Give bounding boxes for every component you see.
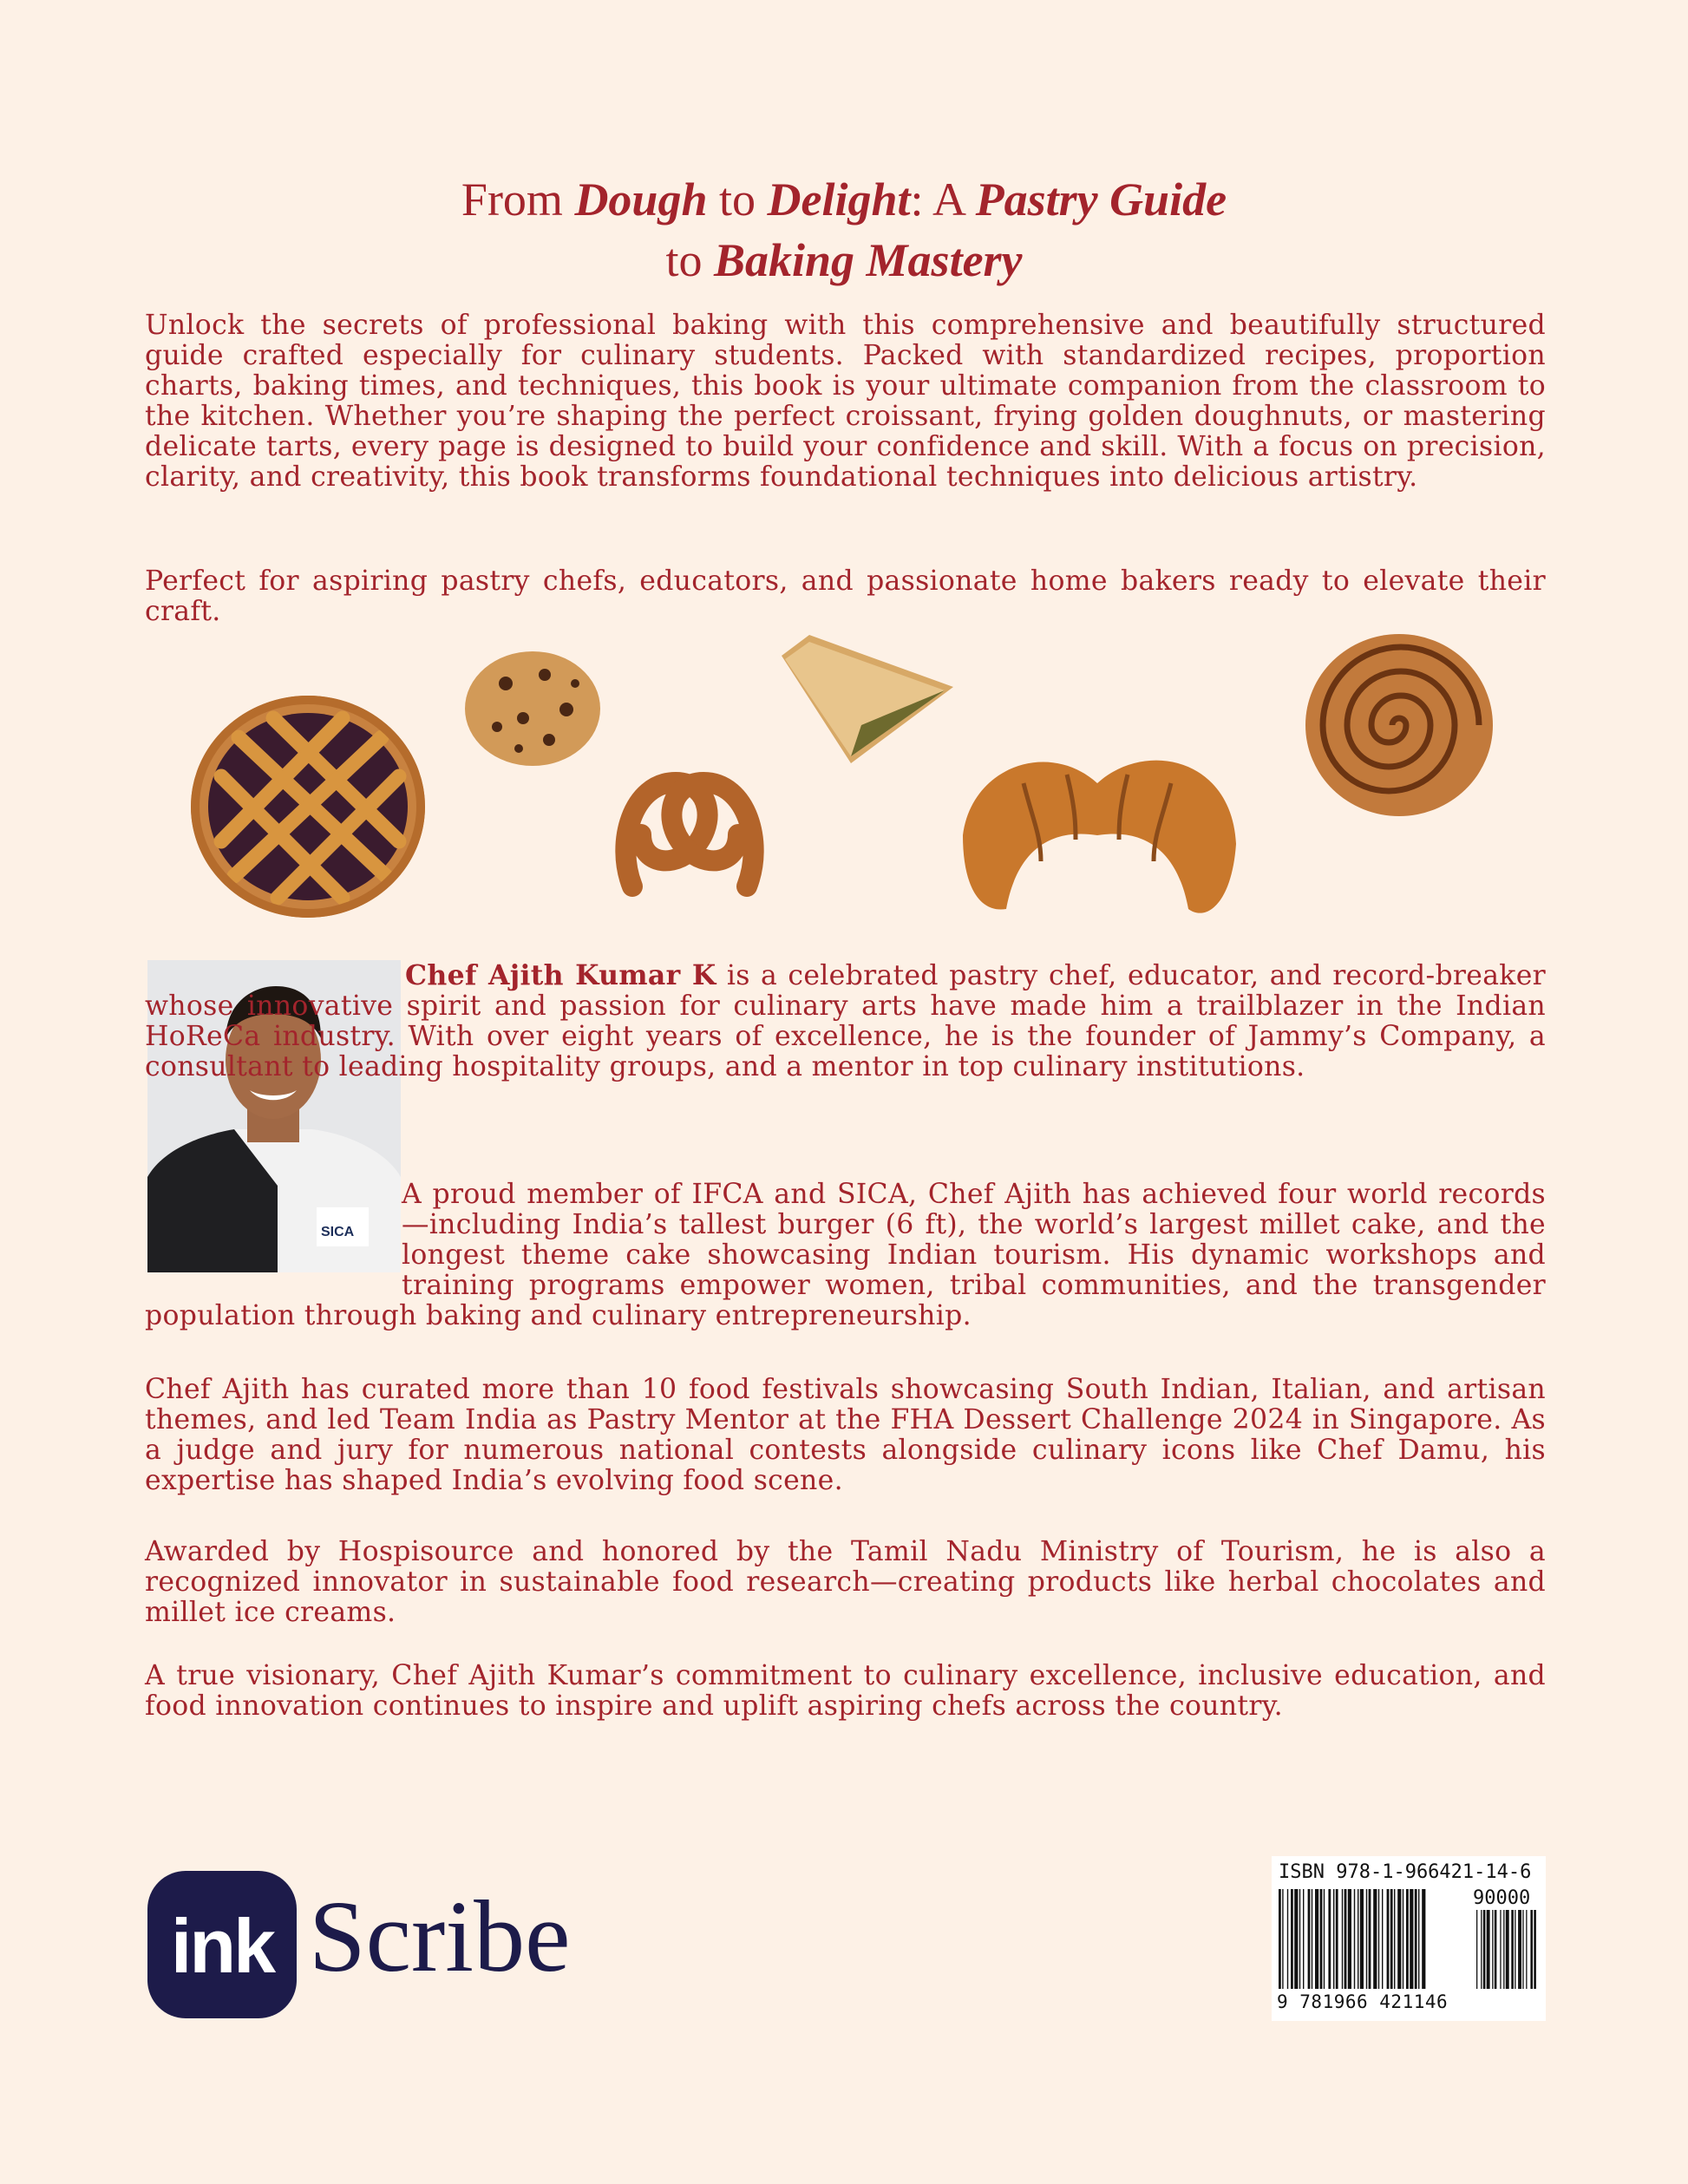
addon-bar: [1526, 1910, 1527, 1989]
bio-paragraph-3: Chef Ajith has curated more than 10 food festivals showcasing South Indian, Italian, and artisan themes, and led Team India as Pastry Mentor at the FHA Dessert Challenge 2024 in Singapore. As a judge and jury for numerous national contests alongside culinary icons like Chef Damu, his expertise has shaped India’s evolving food scene.: [145, 1374, 1546, 1496]
barcode-bar: [1387, 1889, 1390, 1989]
title-text: : A: [910, 173, 976, 226]
cookie-icon: [462, 649, 603, 768]
addon-bar: [1506, 1910, 1509, 1989]
addon-bar: [1495, 1910, 1497, 1989]
barcode-bar: [1294, 1889, 1298, 1989]
barcode-bar: [1348, 1889, 1351, 1989]
addon-bar: [1500, 1910, 1501, 1989]
barcode-bar: [1308, 1889, 1311, 1989]
title-emphasis: Dough: [574, 173, 708, 226]
title-emphasis: Pastry Guide: [975, 173, 1227, 226]
barcode-bar: [1320, 1889, 1323, 1989]
pie-icon: [182, 677, 434, 928]
barcode-bar: [1415, 1889, 1417, 1989]
isbn-addon: 90000: [1473, 1887, 1531, 1909]
barcode-bar: [1394, 1889, 1395, 1989]
barcode-bar: [1373, 1889, 1377, 1989]
addon-bar: [1483, 1910, 1486, 1989]
barcode-bar: [1422, 1889, 1425, 1989]
intro-paragraph-2: Perfect for aspiring pastry chefs, educators, and passionate home bakers ready to elevate their craft.: [145, 566, 1546, 627]
barcode-bar: [1303, 1889, 1304, 1989]
barcode-bar: [1279, 1889, 1281, 1989]
barcode-bar: [1418, 1889, 1419, 1989]
isbn-digits: 9 781966 421146: [1277, 1991, 1449, 2012]
addon-bar: [1511, 1910, 1514, 1989]
title-text: to: [665, 234, 714, 286]
barcode-bar: [1397, 1889, 1401, 1989]
addon-bar: [1476, 1910, 1477, 1989]
barcode-bar: [1287, 1889, 1288, 1989]
barcode-bar: [1299, 1889, 1300, 1989]
barcode-bar: [1354, 1889, 1355, 1989]
barcode-bar: [1369, 1889, 1371, 1989]
barcode-bar: [1406, 1889, 1409, 1989]
intro-paragraph-1: Unlock the secrets of professional baking with this comprehensive and beautifully structured guide crafted especially for culinary students. Packed with standardized recipes, proportion charts, baking times, and techniques, this book is your ultimate companion from the classroom to the kitchen. Whether you’re shaping the perfect croissant, frying golden doughnuts, or mastering delicate tarts, every page is designed to build your confidence and skill. With a focus on precision, clarity, and creativity, this book transforms foundational techniques into delicious artistry.: [145, 310, 1546, 493]
pastry-triangle-icon: [775, 630, 960, 768]
addon-bar: [1503, 1910, 1504, 1989]
barcode-bar: [1360, 1889, 1364, 1989]
barcode-bar: [1410, 1889, 1413, 1989]
barcode-bar: [1324, 1889, 1325, 1989]
bio-paragraph-2: A proud member of IFCA and SICA, Chef Ajith has achieved four world records—including India’s tallest burger (6 ft), the world’s largest millet cake, and the longest theme cake showcasing Indian tourism. His dynamic workshops and training programs empower women, tribal communities, and the transgender population through baking and culinary entrepreneurship.: [145, 1179, 1546, 1331]
addon-bar: [1481, 1910, 1482, 1989]
barcode-bar: [1333, 1889, 1334, 1989]
barcode-bar: [1282, 1889, 1283, 1989]
title-emphasis: Baking Mastery: [713, 234, 1023, 286]
addon-bar: [1492, 1910, 1493, 1989]
barcode-bar: [1328, 1889, 1331, 1989]
addon-bar: [1534, 1910, 1536, 1989]
barcode-bar: [1378, 1889, 1379, 1989]
title-line-1: [0, 169, 1688, 230]
addon-bar: [1518, 1910, 1521, 1989]
title-text: to: [707, 173, 768, 226]
photo-spacer: [145, 1180, 402, 1273]
isbn-label: ISBN 978-1-966421-14-6: [1279, 1861, 1532, 1883]
title-text: From: [461, 173, 575, 226]
jacket-badge-text: SICA: [321, 1225, 355, 1239]
inkscribe-logo-badge: [147, 1871, 297, 2018]
bio-paragraph-1: [145, 960, 1546, 1082]
pretzel-icon: [606, 756, 773, 904]
addon-bar: [1487, 1910, 1490, 1989]
title-line-2: [0, 230, 1688, 291]
barcode-bar: [1342, 1889, 1343, 1989]
chef-name: Chef Ajith Kumar K: [405, 959, 716, 991]
barcode-bar: [1345, 1889, 1347, 1989]
barcode-bar: [1390, 1889, 1393, 1989]
title-emphasis: Delight: [767, 173, 911, 226]
croissant-icon: [945, 731, 1249, 927]
barcode-bar: [1291, 1889, 1293, 1989]
barcode-icon: [1279, 1889, 1539, 1993]
bio-paragraph-2-wrap: [145, 1180, 1546, 1331]
logo-wordmark: Scribe: [309, 1880, 571, 1993]
bio-paragraph-1-text: is a celebrated pastry chef, educator, and record-breaker whose innovative spirit and passion for culinary arts have made him a trailblazer in the Indian HoReCa industry. With over eight years of excellence, he is the founder of Jammy’s Company, a consultant to leading hospitality groups, and a mentor in top culinary institutions.: [145, 960, 1546, 1082]
barcode-bar: [1315, 1889, 1318, 1989]
bio-paragraph-4: Awarded by Hospisource and honored by the Tamil Nadu Ministry of Tourism, he is also a recognized innovator in sustainable food research—creating products like herbal chocolates and millet ice creams.: [145, 1536, 1546, 1628]
isbn-barcode: [1272, 1856, 1546, 2021]
addon-bar: [1522, 1910, 1523, 1989]
addon-bar: [1530, 1910, 1533, 1989]
bio-paragraph-5: A true visionary, Chef Ajith Kumar’s commitment to culinary excellence, inclusive education, and food innovation continues to inspire and uplift aspiring chefs across the country.: [145, 1660, 1546, 1722]
barcode-bar: [1366, 1889, 1367, 1989]
logo-mark-text: ink: [170, 1903, 274, 1989]
barcode-bar: [1382, 1889, 1383, 1989]
cinnamon-roll-icon: [1303, 631, 1495, 819]
barcode-bar: [1336, 1889, 1338, 1989]
book-title: [0, 169, 1688, 291]
